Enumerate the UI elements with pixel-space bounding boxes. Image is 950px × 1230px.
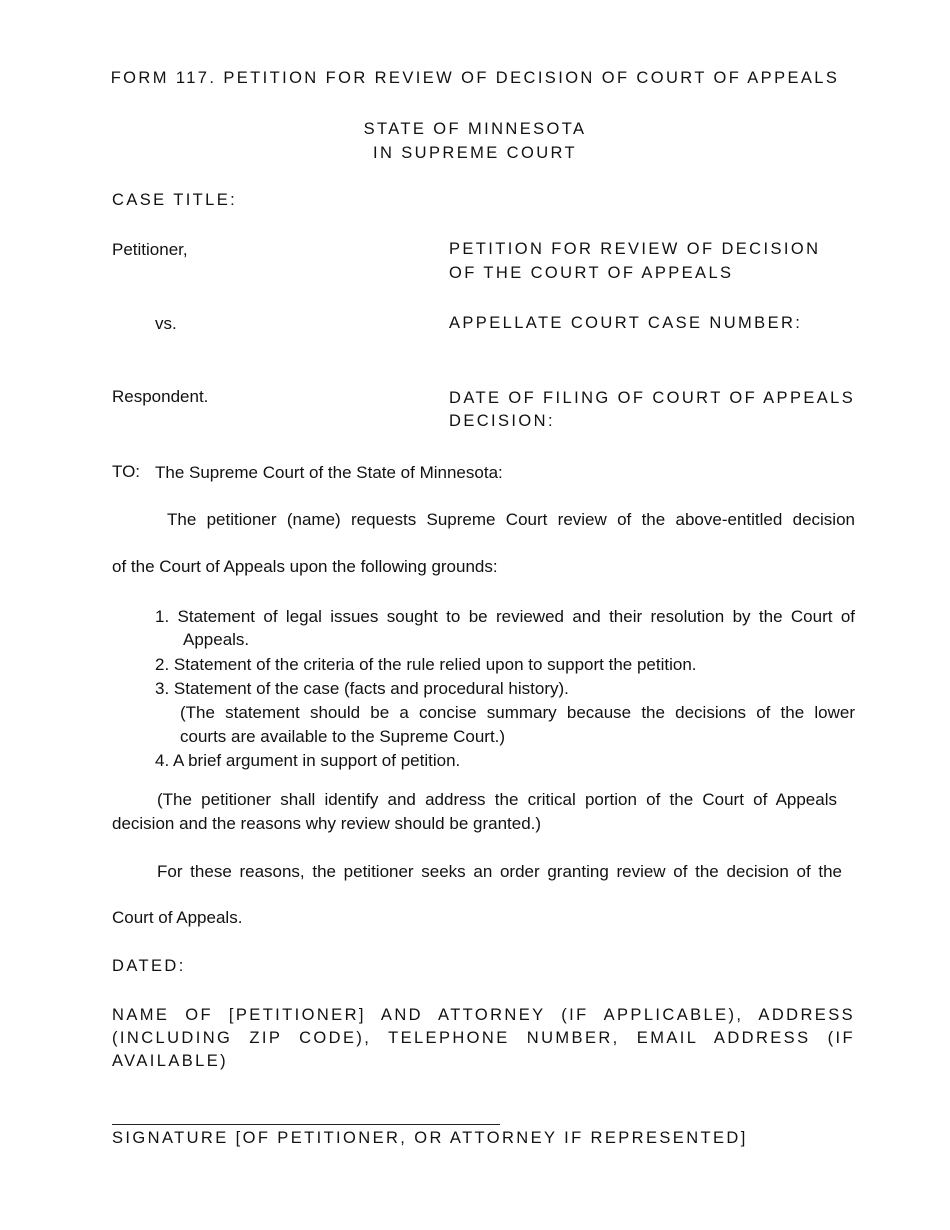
petitioner-label: Petitioner, [112,240,188,259]
ground-1-line-1: 1. Statement of legal issues sought to be reviewed and their resolution by the Court of [155,607,855,626]
petition-heading-line-2: OF THE COURT OF APPEALS [449,264,734,282]
petition-heading-line-1: PETITION FOR REVIEW OF DECISION [449,240,821,258]
state-name: STATE OF MINNESOTA [363,120,587,138]
request-line-1: The petitioner (name) requests Supreme Court review of the above-entitled decision [167,510,855,529]
request-line-2: of the Court of Appeals upon the following grounds: [112,557,498,576]
name-block-line-1: NAME OF [PETITIONER] AND ATTORNEY (IF APPLICABLE), ADDRESS [112,1006,855,1024]
respondent-label: Respondent. [112,387,209,406]
ground-1-line-2: Appeals. [183,630,250,649]
ground-3: 3. Statement of the case (facts and procedural history). [155,679,569,698]
to-recipient: The Supreme Court of the State of Minnesota: [155,463,503,482]
filing-date-label-line-2: DECISION: [449,412,555,430]
ground-2: 2. Statement of the criteria of the rule relied upon to support the petition. [155,655,697,674]
to-label: TO: [112,462,141,481]
court-name: IN SUPREME COURT [372,144,578,162]
ground-4: 4. A brief argument in support of petition. [155,751,461,770]
ground-3-note-line-1: (The statement should be a concise summary because the decisions of the lower [180,703,855,722]
dated-label: DATED: [112,957,186,975]
reasons-line-1: For these reasons, the petitioner seeks an order granting review of the decision of the [157,862,842,881]
identify-line-2: decision and the reasons why review should be granted.) [112,814,542,833]
reasons-line-2: Court of Appeals. [112,908,243,927]
vs-label: vs. [155,314,177,333]
name-block-line-2: (INCLUDING ZIP CODE), TELEPHONE NUMBER, EMAIL ADDRESS (IF [112,1029,855,1047]
case-number-label: APPELLATE COURT CASE NUMBER: [449,314,803,332]
ground-3-note-line-2: courts are available to the Supreme Court.) [180,727,506,746]
form-title: FORM 117. PETITION FOR REVIEW OF DECISION OF COURT OF APPEALS [110,69,840,87]
identify-line-1: (The petitioner shall identify and address the critical portion of the Court of Appeals [157,790,837,809]
case-title-label: CASE TITLE: [112,191,238,209]
signature-line [112,1124,500,1125]
filing-date-label-line-1: DATE OF FILING OF COURT OF APPEALS [449,389,856,407]
name-block-line-3: AVAILABLE) [112,1052,229,1070]
signature-label: SIGNATURE [OF PETITIONER, OR ATTORNEY IF REPRESENTED] [112,1129,748,1147]
